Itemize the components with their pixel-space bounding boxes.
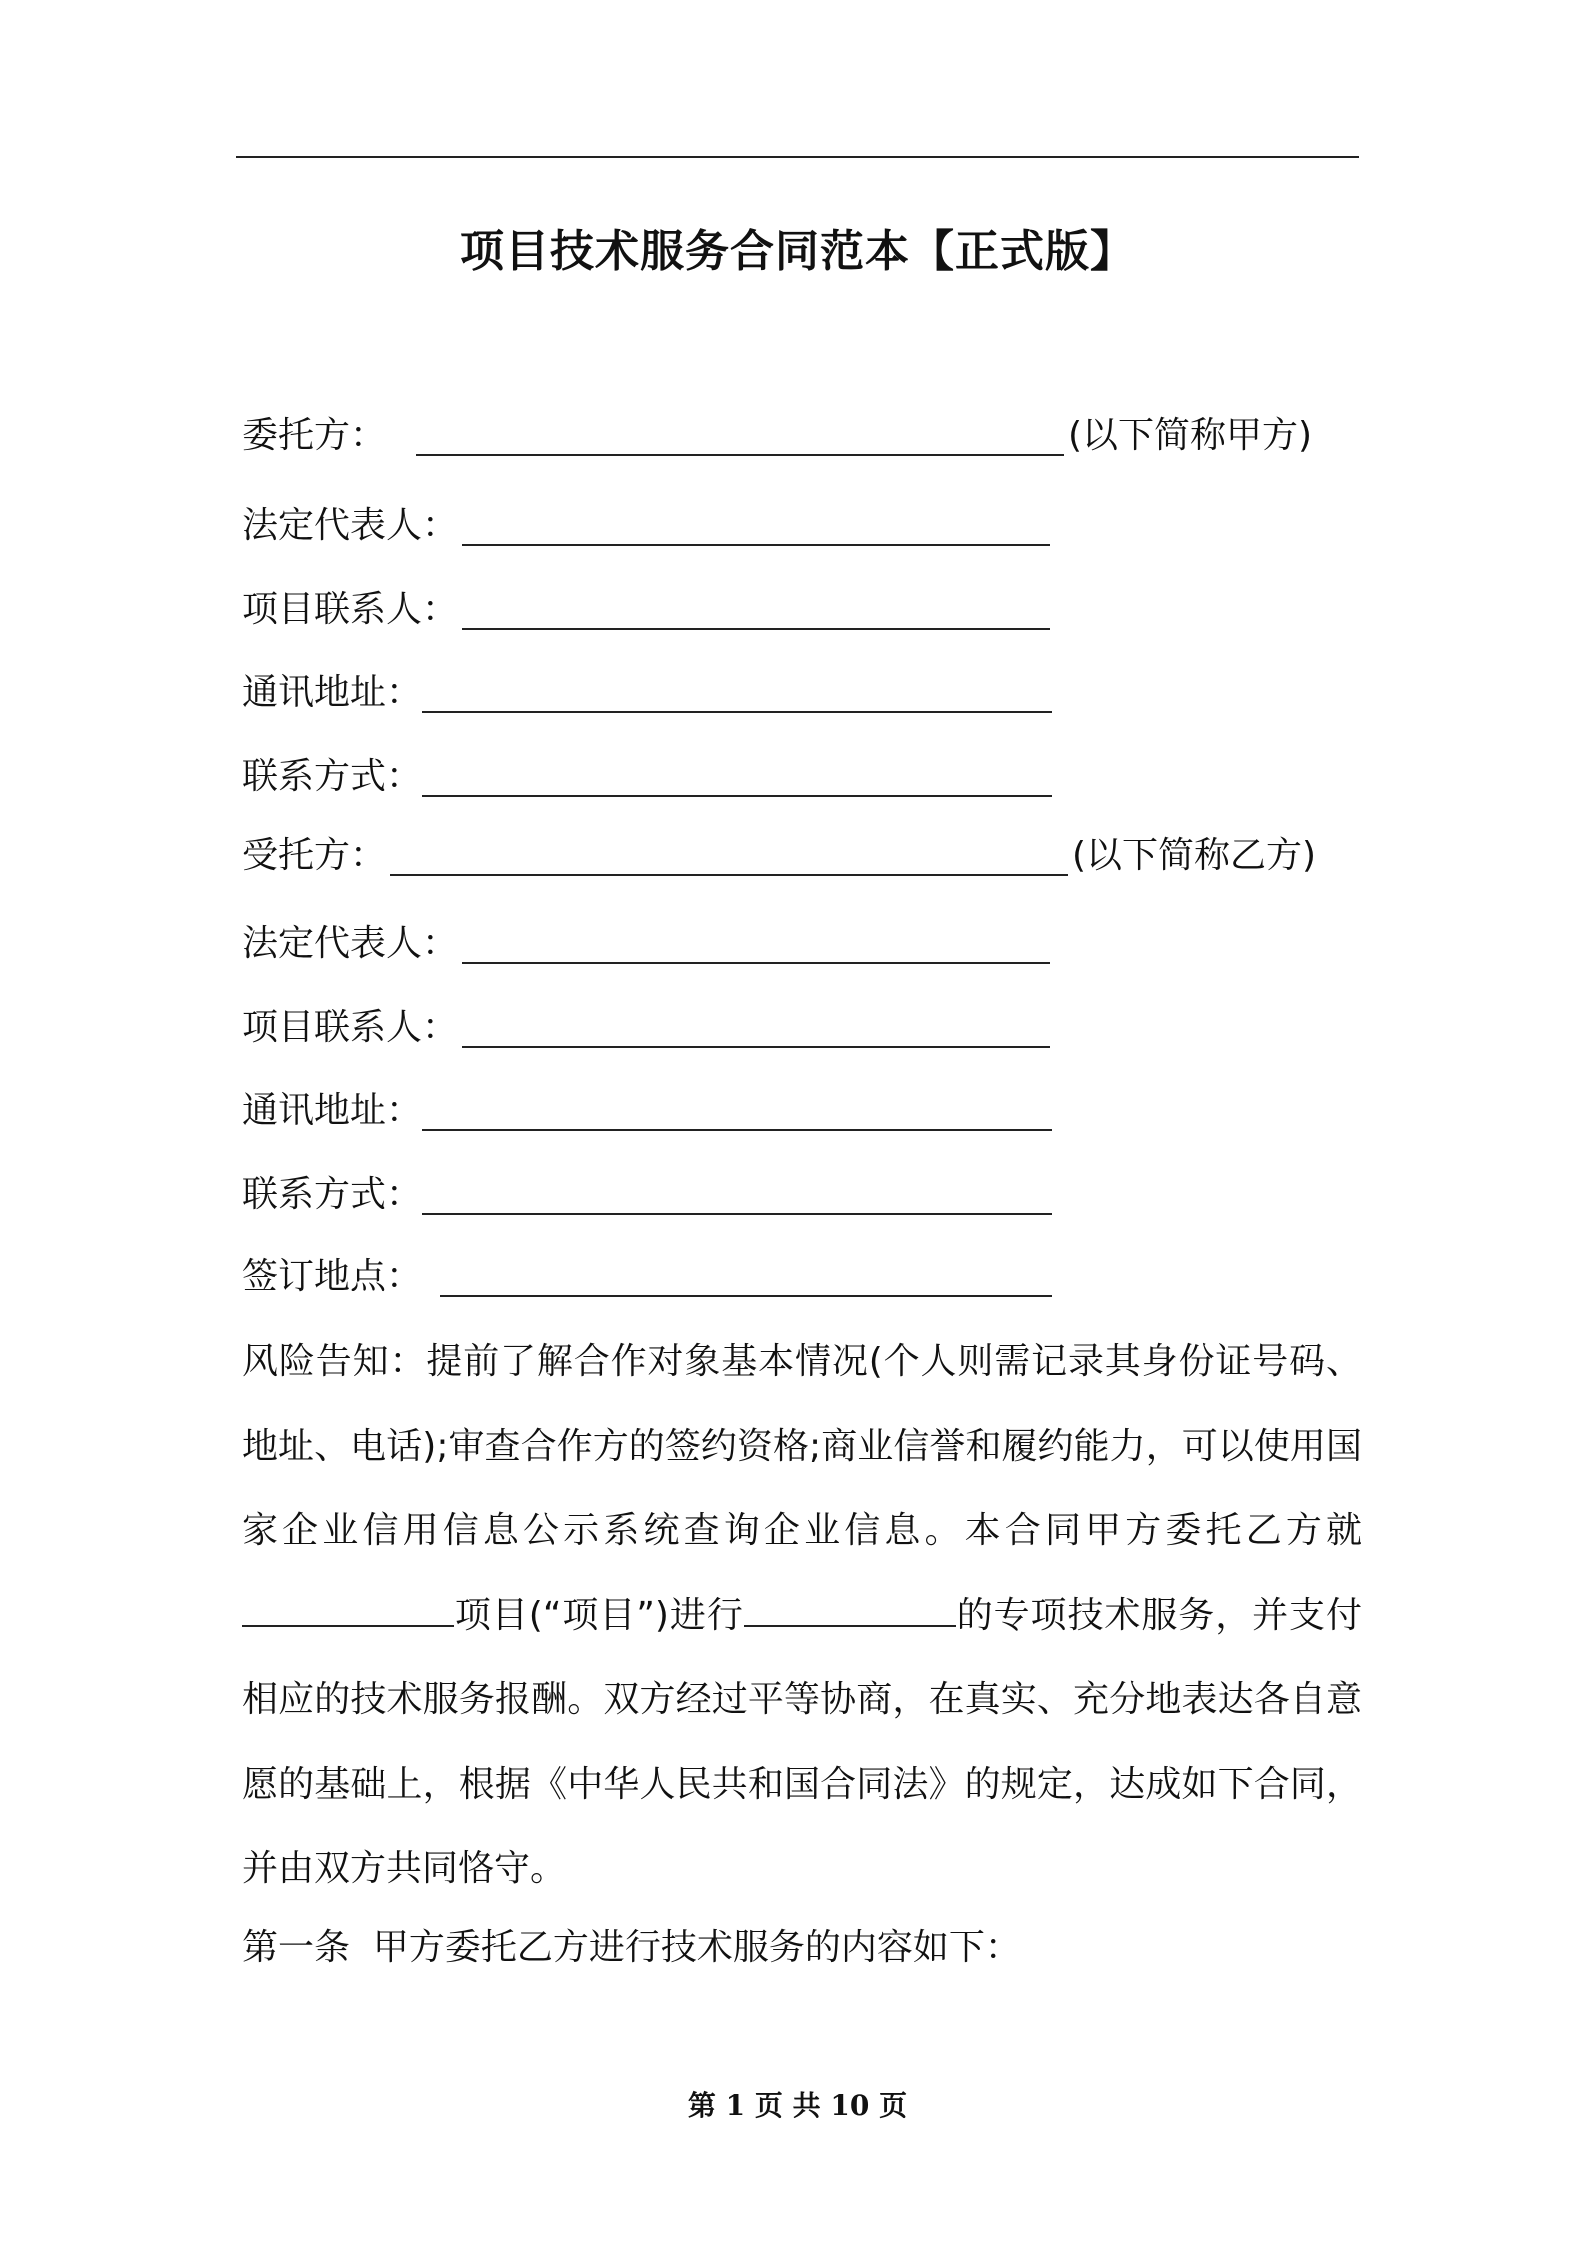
party-b-legal-rep-field: [242, 920, 1050, 968]
article-1-heading: 第一条 甲方委托乙方进行技术服务的内容如下：: [242, 1927, 1021, 1968]
party-b-address-field: [242, 1087, 1052, 1135]
party-b-contact-method-field: [242, 1171, 1052, 1219]
party-b-contact-person-blank[interactable]: [462, 1000, 1050, 1048]
service-type-blank[interactable]: [744, 1583, 956, 1627]
principal-suffix: (以下简称甲方): [1068, 415, 1313, 456]
project-name-blank[interactable]: [242, 1583, 454, 1627]
party-b-legal-rep-blank[interactable]: [462, 916, 1050, 964]
party-a-contact-person-blank[interactable]: [462, 582, 1050, 630]
party-a-contact-method-label: 联系方式：: [242, 756, 423, 797]
party-a-legal-rep-label: 法定代表人：: [242, 505, 459, 546]
party-b-contact-method-blank[interactable]: [422, 1167, 1052, 1215]
principal-blank[interactable]: [416, 408, 1064, 456]
party-a-contact-method-field: [242, 753, 1052, 801]
party-b-address-blank[interactable]: [422, 1083, 1052, 1131]
signing-place-label: 签订地点：: [242, 1256, 423, 1297]
header-rule: [236, 156, 1359, 158]
trustee-label: 受托方：: [242, 835, 387, 876]
signing-place-field: [242, 1253, 1052, 1301]
risk-notice-part1: 风险告知：提前了解合作对象基本情况(个人则需记录其身份证号码、地址、电话);审查合作方的签约资格;商业信誉和履约能力，可以使用国家企业信用信息公示系统查询企业信息。本合同甲方委托乙方就: [242, 1341, 1362, 1551]
party-a-contact-person-field: [242, 586, 1050, 634]
risk-notice-part3: 的专项技术服务，并支付相应的技术服务报酬。双方经过平等协商，在真实、充分地表达各自意愿的基础上，根据《中华人民共和国合同法》的规定，达成如下合同，并由双方共同恪守。: [242, 1594, 1362, 1889]
party-a-legal-rep-field: [242, 502, 1050, 550]
trustee-field: [242, 832, 1316, 880]
party-b-contact-person-label: 项目联系人：: [242, 1007, 459, 1048]
trustee-blank[interactable]: [390, 828, 1068, 876]
party-b-address-label: 通讯地址：: [242, 1090, 423, 1131]
page-footer: 第 1 页 共 10 页: [687, 2089, 908, 2122]
party-a-address-blank[interactable]: [422, 665, 1052, 713]
signing-place-blank[interactable]: [440, 1249, 1052, 1297]
principal-field: [242, 412, 1312, 460]
party-b-contact-person-field: [242, 1004, 1050, 1052]
party-a-contact-method-blank[interactable]: [422, 749, 1052, 797]
party-a-address-field: [242, 669, 1052, 717]
party-b-contact-method-label: 联系方式：: [242, 1174, 423, 1215]
trustee-suffix: (以下简称乙方): [1072, 835, 1317, 876]
party-a-legal-rep-blank[interactable]: [462, 498, 1050, 546]
risk-notice-paragraph: [242, 1320, 1362, 1912]
party-a-contact-person-label: 项目联系人：: [242, 589, 459, 630]
risk-notice-part2: 项目(“项目”)进行: [454, 1594, 744, 1636]
party-a-address-label: 通讯地址：: [242, 672, 423, 713]
document-title: 项目技术服务合同范本【正式版】: [460, 226, 1135, 277]
principal-label: 委托方：: [242, 415, 387, 456]
party-b-legal-rep-label: 法定代表人：: [242, 923, 459, 964]
